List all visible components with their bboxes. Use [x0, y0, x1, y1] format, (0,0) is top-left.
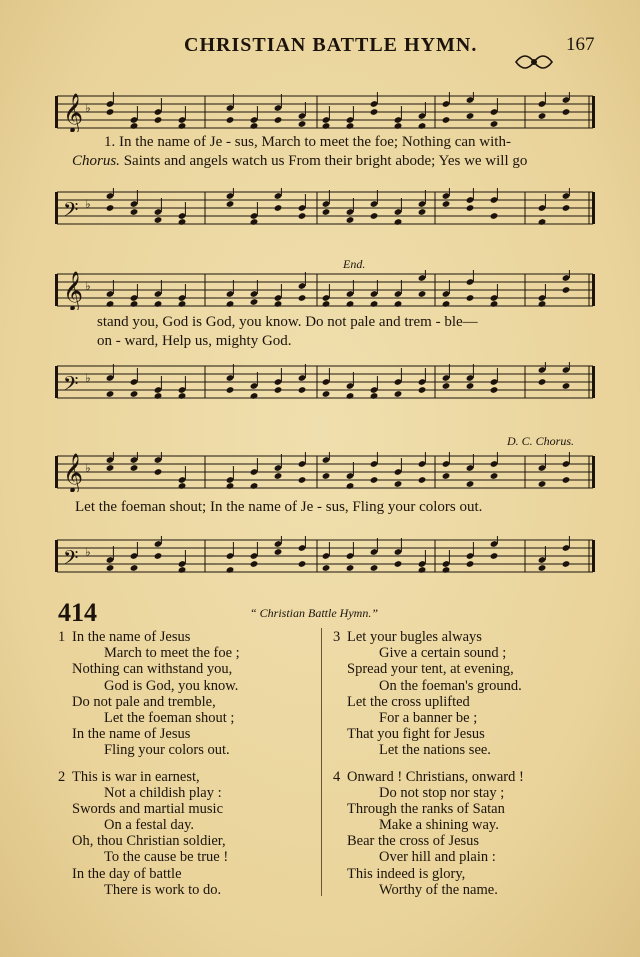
verse-1 — [58, 629, 240, 759]
bass-staff-1 — [55, 188, 595, 228]
svg-text:𝄞: 𝄞 — [63, 271, 84, 310]
verse-line: Through the ranks of Satan — [347, 800, 505, 817]
verse-lyric-line-3: Let the foeman shout; In the name of Je - sus, Fling your colors out. — [75, 499, 483, 515]
verse-line: Worthy of the name. — [379, 881, 498, 898]
verse-lyric-line-1: 1. In the name of Je - sus, March to meet the foe; Nothing can with- — [104, 134, 511, 150]
svg-text:♭: ♭ — [85, 371, 91, 385]
svg-text:𝄢: 𝄢 — [63, 372, 79, 400]
verse-line: Not a childish play : — [104, 784, 222, 801]
verse-line: 4 Onward ! Christians, onward ! — [333, 768, 524, 785]
verse-line: 1 In the name of Jesus — [58, 629, 191, 645]
verse-line: Do not stop nor stay ; — [379, 784, 505, 801]
verse-line: Fling your colors out. — [104, 742, 230, 759]
column-divider — [321, 628, 322, 896]
treble-staff-3 — [55, 452, 595, 492]
verse-number: 1 — [58, 629, 66, 645]
verse-line: For a banner be ; — [379, 709, 478, 726]
verse-4 — [333, 769, 524, 899]
verse-line: Make a shining way. — [379, 817, 499, 834]
verse-number: 2 — [58, 768, 66, 785]
verse-line: In the day of battle — [72, 865, 182, 882]
verse-column-right — [333, 629, 524, 898]
verse-line: Spread your tent, at evening, — [347, 661, 514, 678]
verse-line: March to meet the foe ; — [104, 645, 240, 662]
verse-line: God is God, you know. — [104, 677, 239, 694]
page-title: CHRISTIAN BATTLE HYMN. — [184, 34, 478, 56]
verse-line: Let the cross uplifted — [347, 693, 470, 710]
bass-staff-3 — [55, 536, 595, 576]
verse-line: Oh, thou Christian soldier, — [72, 833, 226, 850]
chorus-lyric-line-2: on - ward, Help us, mighty God. — [97, 333, 292, 349]
verse-line: There is work to do. — [104, 881, 222, 898]
svg-text:♭: ♭ — [85, 545, 91, 559]
verse-line: To the cause be true ! — [104, 849, 229, 866]
ornament-icon — [514, 52, 554, 72]
chorus-lyric-line-1: Chorus. Saints and angels watch us From their bright abode; Yes we will go — [72, 153, 528, 169]
svg-text:𝄢: 𝄢 — [63, 546, 79, 574]
verse-column-left — [58, 629, 240, 898]
svg-text:𝄢: 𝄢 — [63, 198, 79, 226]
page-number: 167 — [566, 34, 595, 55]
svg-text:𝄞: 𝄞 — [63, 93, 84, 132]
verse-2 — [58, 769, 240, 899]
verse-line: Swords and martial music — [72, 800, 224, 817]
verse-3 — [333, 629, 524, 759]
svg-text:♭: ♭ — [85, 101, 91, 115]
end-mark: End. — [343, 257, 366, 271]
treble-staff-2 — [55, 270, 595, 310]
treble-staff-1 — [55, 92, 595, 132]
verse-number: 4 — [333, 768, 341, 785]
verse-line: That you fight for Jesus — [347, 726, 485, 743]
verse-lyric-line-2: stand you, God is God, you know. Do not pale and trem - ble— — [97, 314, 478, 330]
verse-line: In the name of Jesus — [72, 726, 191, 743]
verse-line: Over hill and plain : — [379, 849, 496, 866]
svg-text:♭: ♭ — [85, 461, 91, 475]
verse-line: Do not pale and tremble, — [72, 693, 216, 710]
verse-line: 2 This is war in earnest, — [58, 768, 200, 785]
verse-line: On the foeman's ground. — [379, 677, 522, 694]
verse-line: Let the foeman shout ; — [104, 709, 235, 726]
verse-line: 3 Let your bugles always — [333, 629, 482, 645]
svg-text:𝄞: 𝄞 — [63, 453, 84, 492]
svg-text:♭: ♭ — [85, 197, 91, 211]
svg-text:♭: ♭ — [85, 279, 91, 293]
verse-line: This indeed is glory, — [347, 865, 466, 882]
dc-chorus-mark: D. C. Chorus. — [507, 434, 575, 448]
verse-line: Give a certain sound ; — [379, 645, 507, 662]
verse-line: Let the nations see. — [379, 742, 491, 759]
verse-line: On a festal day. — [104, 817, 195, 834]
hymn-number: 414 — [58, 598, 97, 627]
chorus-label: Chorus. — [72, 153, 120, 169]
verse-line: Bear the cross of Jesus — [347, 833, 480, 850]
bass-staff-2 — [55, 362, 595, 402]
tune-name: “ Christian Battle Hymn.” — [250, 606, 379, 620]
verse-number: 3 — [333, 629, 341, 645]
verse-line: Nothing can withstand you, — [72, 661, 233, 678]
